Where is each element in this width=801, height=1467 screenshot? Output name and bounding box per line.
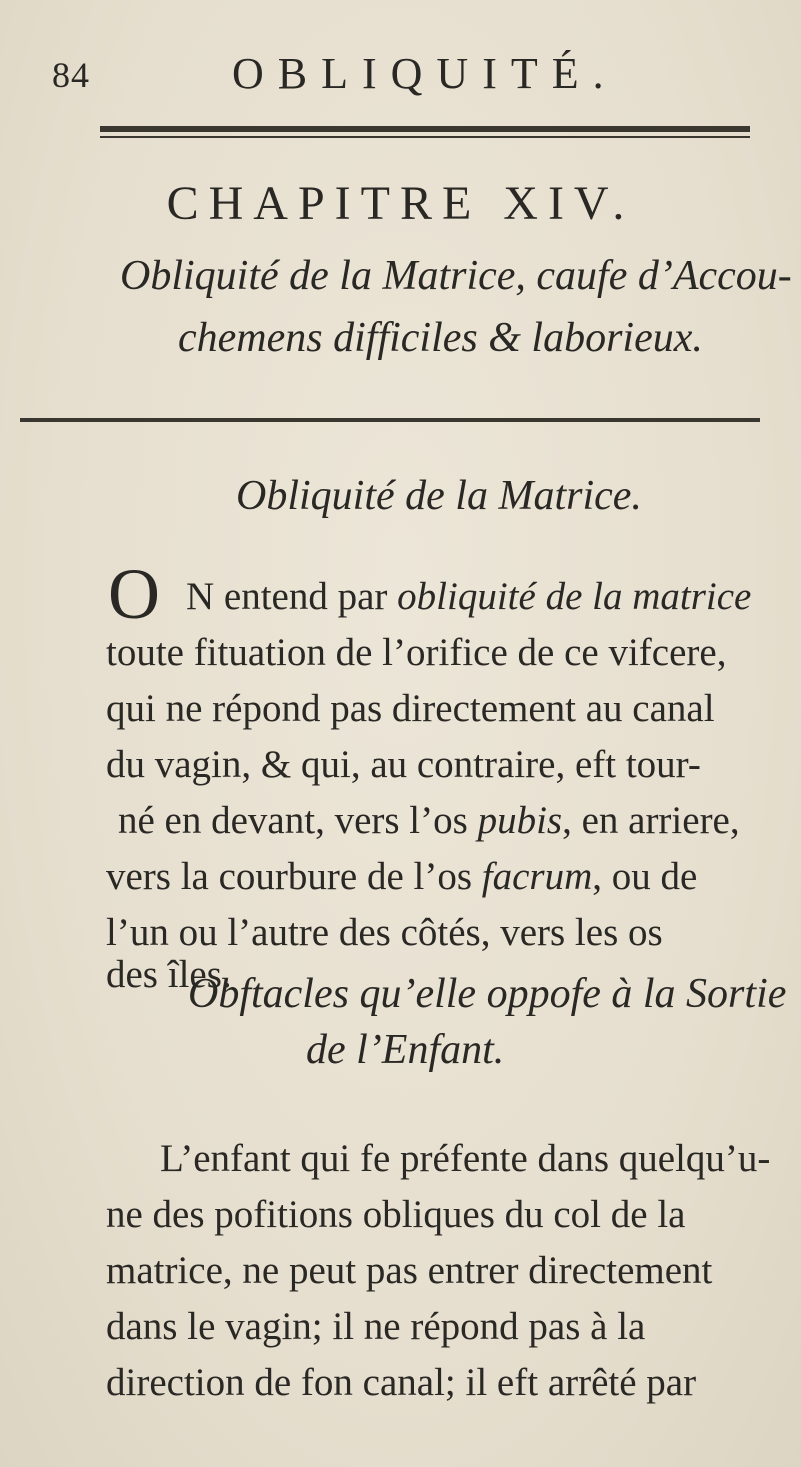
header-rule-thin — [100, 136, 750, 138]
paragraph-1-line-2: toute fituation de l’orifice de ce vifcere, — [106, 631, 727, 674]
paragraph-1-line-6 — [106, 854, 697, 899]
line-6-italic: facrum — [481, 855, 593, 898]
running-head — [52, 48, 752, 104]
chapter-subtitle-line-1: Obliquité de la Matrice, caufe d’Accou- — [120, 253, 792, 299]
chapter-title: CHAPITRE XIV. — [166, 177, 635, 230]
header-rule-thick — [100, 126, 750, 132]
paragraph-1-line-7: l’un ou l’autre des côtés, vers les os — [106, 911, 663, 954]
paragraph-1-line-5 — [118, 798, 740, 843]
page-number: 84 — [52, 55, 90, 95]
line-5-italic: pubis — [477, 799, 563, 842]
first-line-text: N entend par — [186, 575, 398, 618]
line-6-post: , ou de — [592, 855, 698, 898]
paragraph-1-line-3: qui ne répond pas directement au canal — [106, 687, 715, 730]
paragraph-2-line-2: ne des pofitions obliques du col de la — [106, 1193, 686, 1236]
paragraph-2-line-3: matrice, ne peut pas entrer directement — [106, 1249, 713, 1292]
section-heading-obstacles-line-2: de l’Enfant. — [306, 1027, 505, 1073]
line-5-post: , en arriere, — [562, 799, 740, 842]
running-title: OBLIQUITÉ. — [232, 49, 618, 98]
line-6-text: vers la courbure de l’os — [106, 855, 482, 898]
drop-cap: O — [108, 554, 160, 634]
section-divider-rule — [20, 418, 760, 422]
paragraph-1-line-4: du vagin, & qui, au contraire, eft tour- — [106, 743, 701, 786]
paragraph-1-line-1 — [186, 574, 751, 619]
paragraph-2-line-4: dans le vagin; il ne répond pas à la — [106, 1305, 646, 1348]
section-heading-obliquite: Obliquité de la Matrice. — [236, 473, 642, 519]
section-heading-obstacles-line-1: Obftacles qu’elle oppofe à la Sortie — [188, 971, 787, 1017]
first-line-italic: obliquité de la matrice — [397, 575, 752, 618]
paragraph-2-line-1: L’enfant qui fe préfente dans quelqu’u- — [160, 1137, 771, 1180]
chapter-subtitle-line-2: chemens difficiles & laborieux. — [178, 315, 703, 361]
line-5-text: né en devant, vers l’os — [118, 799, 478, 842]
paragraph-2-line-5: direction de fon canal; il eft arrêté par — [106, 1361, 697, 1404]
paragraph-1-line-8: des îles. — [106, 953, 232, 996]
